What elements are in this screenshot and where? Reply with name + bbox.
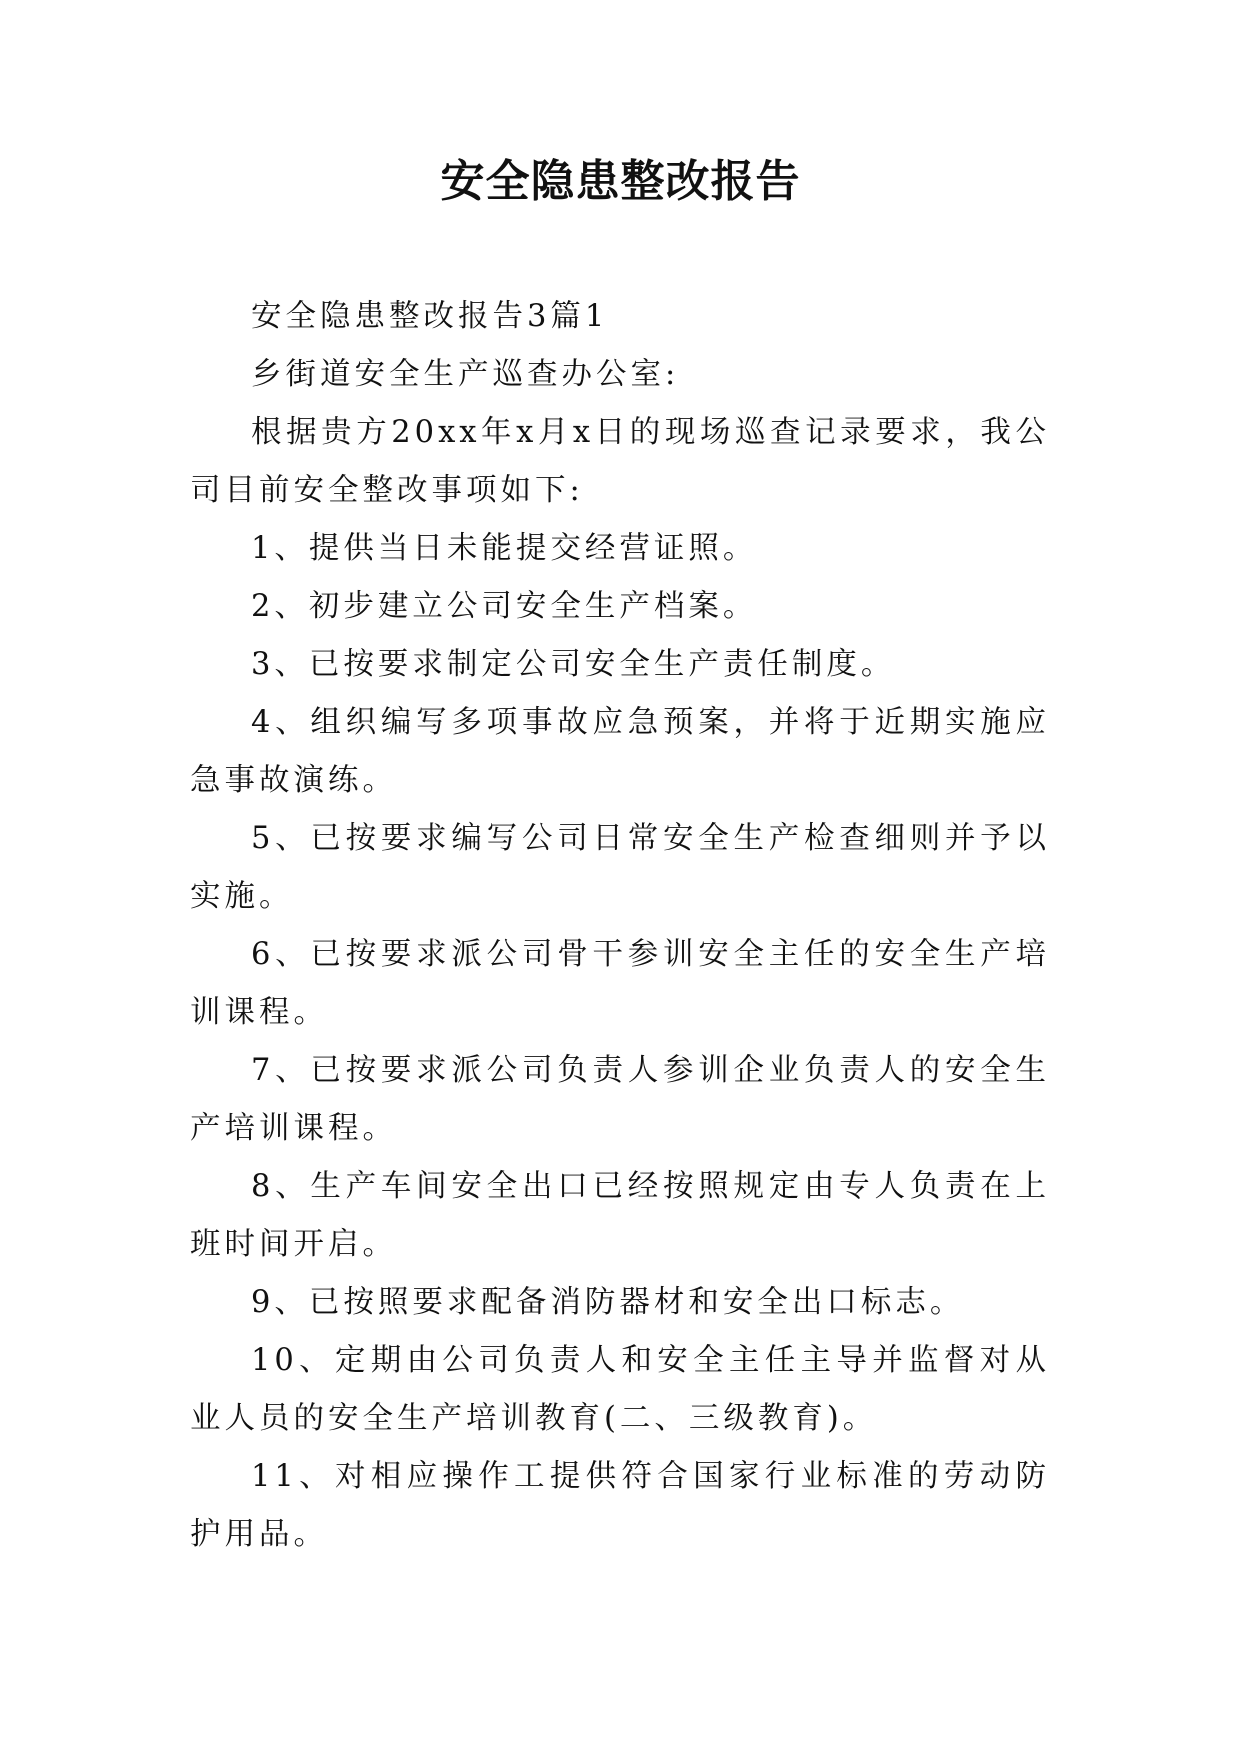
paragraph-item-7: 7、已按要求派公司负责人参训企业负责人的安全生产培训课程。: [190, 1053, 1050, 1146]
paragraph-item-5: 5、已按要求编写公司日常安全生产检查细则并予以实施。: [190, 821, 1050, 914]
paragraph-item-3: 3、已按要求制定公司安全生产责任制度。: [251, 647, 896, 682]
paragraph-item-6: 6、已按要求派公司骨干参训安全主任的安全生产培训课程。: [190, 937, 1050, 1030]
paragraph-heading: 安全隐患整改报告3篇1: [251, 299, 609, 334]
paragraph-recipient: 乡街道安全生产巡查办公室:: [251, 357, 680, 392]
paragraph-item-8: 8、生产车间安全出口已经按照规定由专人负责在上班时间开启。: [190, 1169, 1050, 1262]
document-title: 安全隐患整改报告: [440, 156, 801, 207]
paragraph-item-10: 10、定期由公司负责人和安全主任主导并监督对从业人员的安全生产培训教育(二、三级教育)。: [190, 1343, 1050, 1436]
paragraph-intro: 根据贵方20xx年x月x日的现场巡查记录要求，我公司目前安全整改事项如下:: [190, 415, 1050, 508]
paragraph-item-2: 2、初步建立公司安全生产档案。: [251, 589, 758, 624]
paragraph-item-11: 11、对相应操作工提供符合国家行业标准的劳动防护用品。: [190, 1459, 1050, 1552]
document-body: [190, 288, 1050, 1564]
paragraph-item-1: 1、提供当日未能提交经营证照。: [251, 531, 758, 566]
paragraph-item-4: 4、组织编写多项事故应急预案，并将于近期实施应急事故演练。: [190, 705, 1050, 798]
paragraph-item-9: 9、已按照要求配备消防器材和安全出口标志。: [251, 1285, 965, 1320]
